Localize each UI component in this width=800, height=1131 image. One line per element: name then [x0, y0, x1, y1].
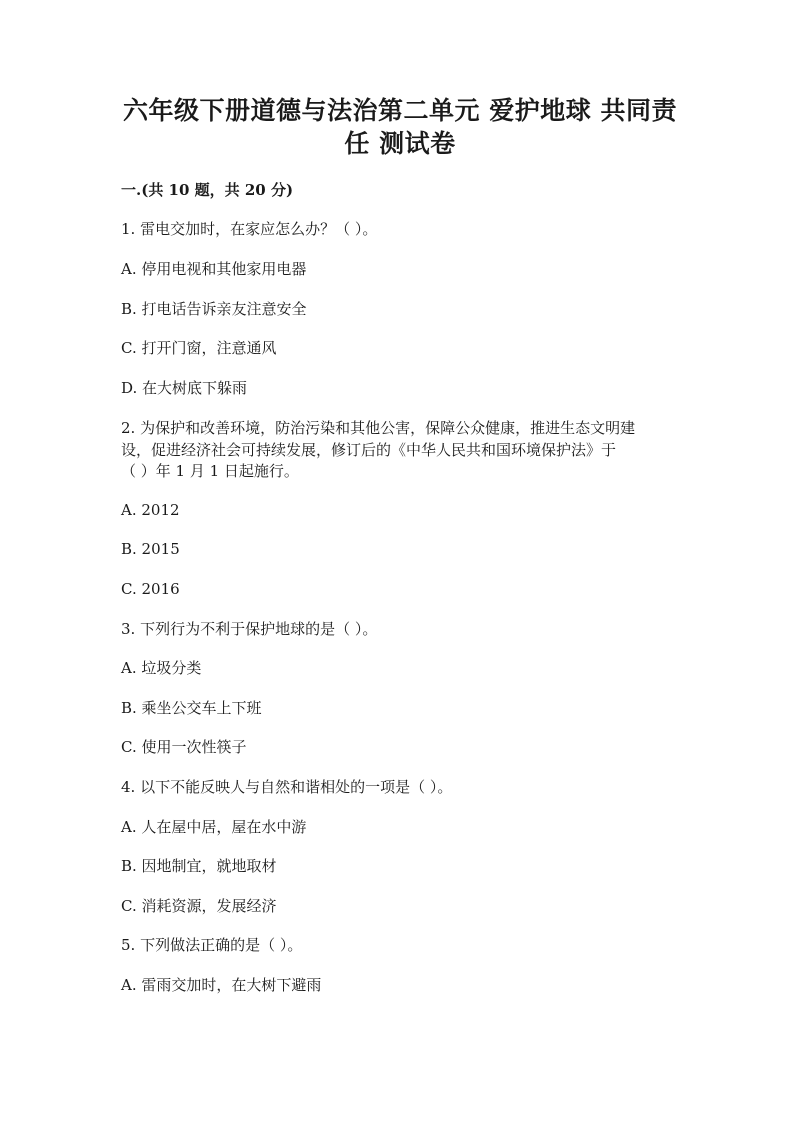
question-3-stem: 3. 下列行为不利于保护地球的是（ ）。 [121, 620, 378, 638]
question-2-stem-line-2: 设，促进经济社会可持续发展，修订后的《中华人民共和国环境保护法》于 [121, 441, 617, 459]
question-1-option-d: D. 在大树底下躲雨 [121, 379, 248, 397]
question-3-option-a: A. 垃圾分类 [121, 659, 202, 677]
question-2-option-c: C. 2016 [121, 580, 180, 598]
question-1-option-b: B. 打电话告诉亲友注意安全 [121, 300, 307, 318]
section-header: 一.(共 10 题，共 20 分) [121, 181, 294, 199]
question-3-option-c: C. 使用一次性筷子 [121, 738, 247, 756]
title-line-1: 六年级下册道德与法治第二单元 爱护地球 共同责 [123, 96, 677, 125]
question-4-option-c: C. 消耗资源，发展经济 [121, 897, 277, 915]
question-2-stem-line-1: 2. 为保护和改善环境，防治污染和其他公害，保障公众健康，推进生态文明建 [121, 419, 636, 437]
title-line-2: 任 测试卷 [344, 129, 456, 158]
question-4-option-b: B. 因地制宜，就地取材 [121, 857, 277, 875]
question-1-stem: 1. 雷电交加时，在家应怎么办？（ ）。 [121, 220, 378, 238]
question-1-option-c: C. 打开门窗，注意通风 [121, 339, 277, 357]
question-2-option-b: B. 2015 [121, 540, 180, 558]
question-3-option-b: B. 乘坐公交车上下班 [121, 699, 262, 717]
document-title [110, 94, 690, 160]
question-5-option-a: A. 雷雨交加时，在大树下避雨 [121, 976, 322, 994]
question-4-stem: 4. 以下不能反映人与自然和谐相处的一项是（ ）。 [121, 778, 453, 796]
question-4-option-a: A. 人在屋中居，屋在水中游 [121, 818, 307, 836]
question-5-stem: 5. 下列做法正确的是（ ）。 [121, 936, 303, 954]
question-1-option-a: A. 停用电视和其他家用电器 [121, 260, 307, 278]
question-2-option-a: A. 2012 [121, 501, 180, 519]
question-2-stem-line-3: （ ）年 1 月 1 日起施行。 [121, 462, 299, 480]
